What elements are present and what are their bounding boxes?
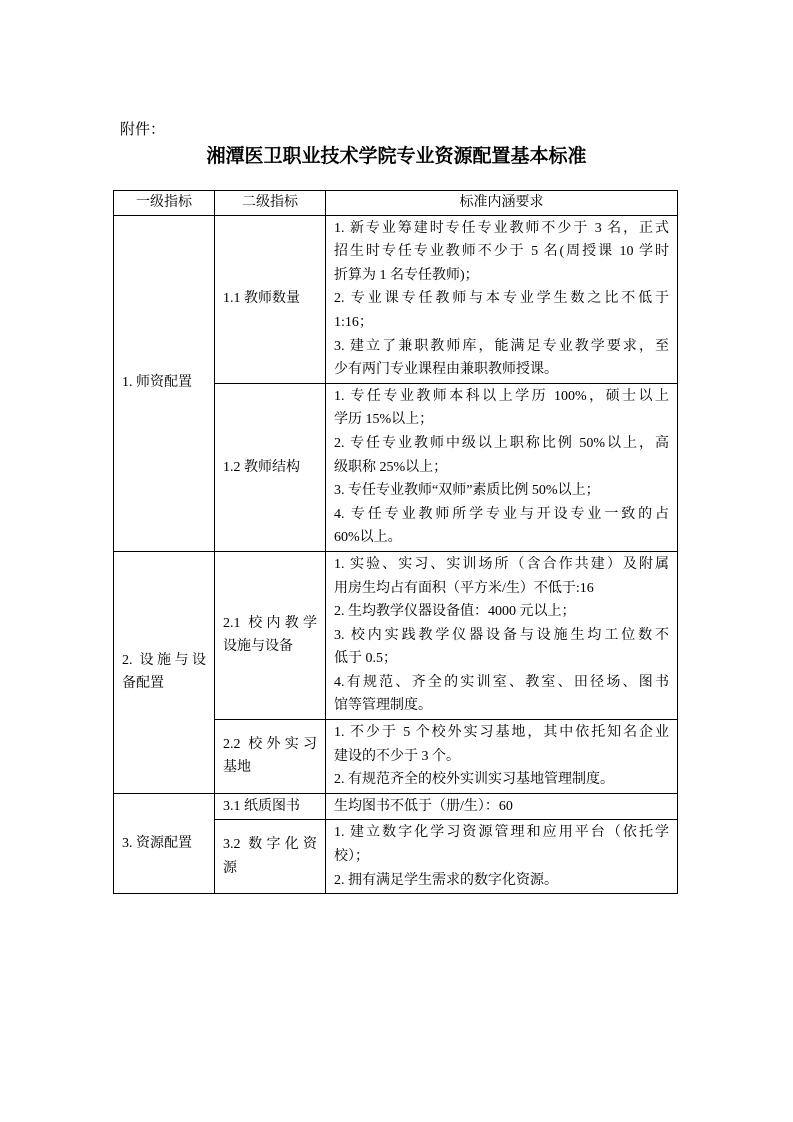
requirement-line: 1. 建立数字化学习资源管理和应用平台（依托学 [334,825,669,841]
level2-indicator-line: 源 [223,860,237,876]
level2-indicator-line: 1.1 教师数量 [223,291,300,307]
level1-indicator-line: 1. 师资配置 [122,375,192,391]
table-row [114,551,678,719]
table-header [114,191,678,216]
requirement-line: 少有两门专业课程由兼职教师授课。 [334,362,558,378]
requirement-line: 校）； [334,849,369,865]
level2-indicator-cell [215,720,326,794]
header-level1: 一级指标 [114,191,215,216]
level2-indicator-cell [215,551,326,719]
requirement-cell [326,720,678,794]
level2-indicator-line: 2.1 校内教学 [223,615,317,631]
requirement-line: 馆等管理制度。 [334,698,432,714]
requirement-line: 2. 有规范齐全的校外实训实习基地管理制度。 [334,772,614,788]
level2-indicator-line: 设施与设备 [223,639,293,655]
requirement-line: 1. 专任专业教师本科以上学历 100%，硕士以上 [334,388,669,404]
attachment-label: 附件： [120,122,166,138]
requirement-line: 低于 0.5； [334,651,397,667]
level2-indicator-line: 1.2 教师结构 [223,459,300,475]
requirement-line: 学历 15%以上； [334,412,434,428]
requirement-line: 2. 专业课专任教师与本专业学生数之比不低于 [334,291,669,307]
requirement-cell [326,793,678,820]
requirement-line: 2. 生均教学仪器设备值：4000 元以上； [334,604,576,620]
requirement-cell [326,551,678,719]
requirement-line: 用房生均占有面积（平方米/生）不低于:16 [334,580,594,596]
requirement-line: 建设的不少于 3 个。 [334,748,460,764]
table-body [114,215,678,894]
requirement-line: 级职称 25%以上； [334,459,448,475]
requirement-line: 3. 校内实践教学仪器设备与设施生均工位数不 [334,627,669,643]
level2-indicator-cell [215,383,326,551]
level2-indicator-cell [215,820,326,894]
requirement-cell [326,820,678,894]
requirement-line: 招生时专任专业教师不少于 5 名(周授课 10 学时 [334,244,669,260]
header-row [114,191,678,216]
level2-indicator-cell [215,793,326,820]
requirement-line: 2. 专任专业教师中级以上职称比例 50%以上，高 [334,435,669,451]
requirement-line: 4.有规范、齐全的实训室、教室、田径场、图书 [334,674,669,690]
requirement-cell [326,383,678,551]
level2-indicator-line: 3.2 数字化资 [223,837,317,853]
requirement-line: 4. 专任专业教师所学专业与开设专业一致的占 [334,506,669,522]
header-level2: 二级指标 [215,191,326,216]
header-requirements: 标准内涵要求 [326,191,678,216]
requirement-line: 60%以上。 [334,530,402,546]
requirement-line: 1. 新专业筹建时专任专业教师不少于 3 名，正式 [334,220,669,236]
requirement-line: 3. 专任专业教师“双师”素质比例 50%以上； [334,483,600,499]
table-row [114,215,678,383]
level2-indicator-line: 3.1 纸质图书 [223,798,300,814]
level1-indicator-line: 2. 设施与设 [122,652,206,668]
level2-indicator-line: 2.2 校外实习 [223,736,317,752]
requirement-line: 2. 拥有满足学生需求的数字化资源。 [334,872,558,888]
level1-indicator-cell [114,215,215,551]
requirement-line: 折算为 1 名专任教师)； [334,267,479,283]
document-title: 湘潭医卫职业技术学院专业资源配置基本标准 [206,146,587,167]
level1-indicator-line: 备配置 [122,676,164,692]
requirement-line: 生均图书不低于（册/生）：60 [334,798,513,814]
level2-indicator-line: 基地 [223,760,251,776]
level2-indicator-cell [215,215,326,383]
level1-indicator-line: 3. 资源配置 [122,835,192,851]
standards-table [113,190,678,894]
level1-indicator-cell [114,551,215,793]
requirement-line: 1. 不少于 5 个校外实习基地，其中依托知名企业 [334,725,669,741]
requirement-line: 1. 实验、实习、实训场所（含合作共建）及附属 [334,556,669,572]
requirement-cell [326,215,678,383]
requirement-line: 3. 建立了兼职教师库，能满足专业教学要求，至 [334,338,669,354]
table-row [114,793,678,820]
level1-indicator-cell [114,793,215,893]
requirement-line: 1:16； [334,314,373,330]
